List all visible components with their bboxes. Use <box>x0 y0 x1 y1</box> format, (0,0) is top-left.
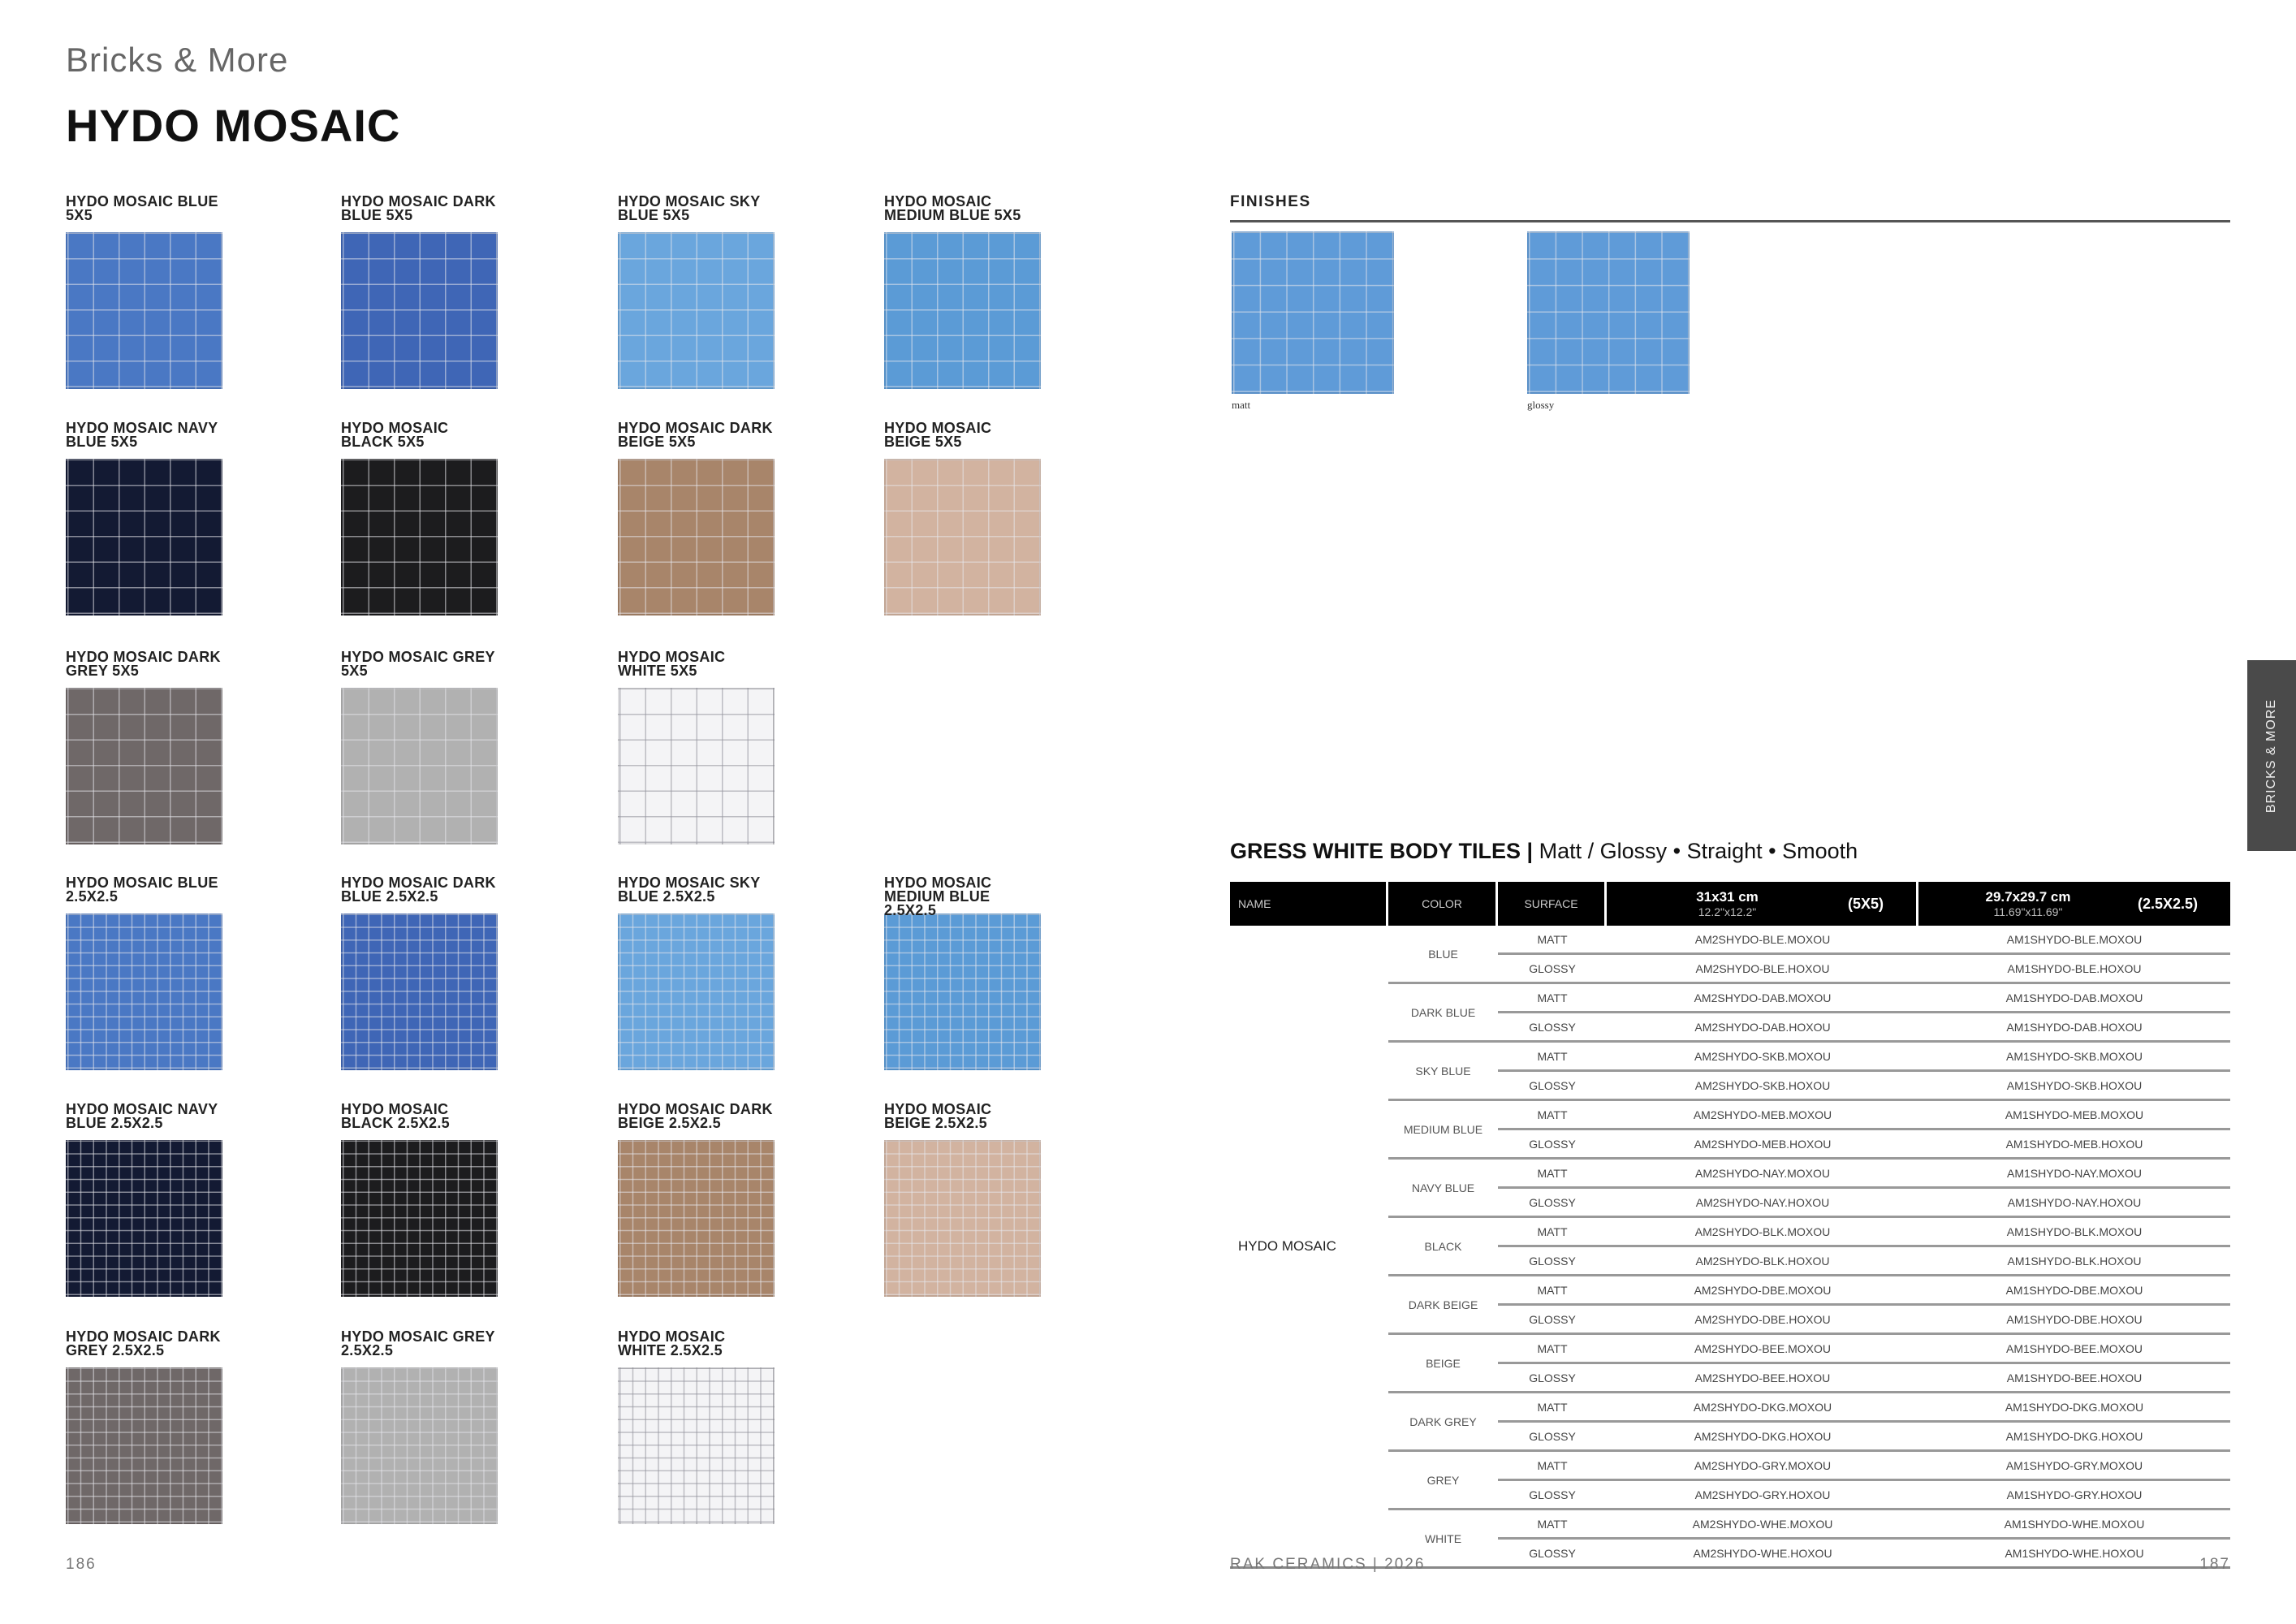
finish-matt <box>1232 231 1394 412</box>
tile-card <box>341 1103 498 1297</box>
code-2-5x2-5-cell: AM1SHYDO-BEE.MOXOU <box>2005 1341 2143 1355</box>
tile-swatch <box>618 1367 775 1524</box>
code-2-5x2-5-cell: AM1SHYDO-WHE.MOXOU <box>2004 1517 2145 1531</box>
section-kicker: Bricks & More <box>66 41 289 79</box>
tile-label: HYDO MOSAIC NAVY BLUE 5X5 <box>66 420 218 450</box>
table-color-group <box>1388 1160 2230 1218</box>
code-2-5x2-5-cell: AM1SHYDO-MEB.MOXOU <box>2005 1108 2144 1121</box>
code-2-5x2-5-cell: AM1SHYDO-DAB.HOXOU <box>2006 1020 2143 1034</box>
page-title: HYDO MOSAIC <box>66 100 401 151</box>
finish-swatch <box>1527 231 1690 394</box>
surface-cell: GLOSSY <box>1529 1020 1576 1034</box>
surface-cell: GLOSSY <box>1529 1312 1576 1326</box>
tile-label: HYDO MOSAIC BLUE 5X5 <box>66 193 218 223</box>
size-inch: 11.69"x11.69" <box>1993 905 2063 918</box>
tile-card <box>341 1330 498 1524</box>
header-size-5x5 <box>1607 882 1918 926</box>
code-5x5-cell: AM2SHYDO-DKG.HOXOU <box>1694 1429 1832 1443</box>
size-format: (2.5X2.5) <box>2137 895 2198 912</box>
tile-swatch <box>884 232 1041 389</box>
tile-card <box>341 650 498 844</box>
group-rows <box>1498 1218 2230 1274</box>
tile-swatch <box>341 914 498 1070</box>
tile-label: HYDO MOSAIC DARK GREY 2.5X2.5 <box>66 1328 221 1358</box>
group-rows <box>1498 1452 2230 1508</box>
tile-swatch <box>341 1140 498 1297</box>
tile-swatch <box>618 688 775 844</box>
color-cell: DARK GREY <box>1409 1415 1477 1428</box>
tile-swatch <box>341 232 498 389</box>
group-rows <box>1498 1335 2230 1391</box>
finishes-heading: FINISHES <box>1230 193 1311 210</box>
table-color-group <box>1388 1393 2230 1452</box>
code-5x5-cell: AM2SHYDO-DBE.MOXOU <box>1694 1283 1832 1297</box>
tile-label: HYDO MOSAIC DARK BEIGE 2.5X2.5 <box>618 1101 773 1131</box>
side-tab-label: BRICKS & MORE <box>2264 698 2278 813</box>
surface-cell: GLOSSY <box>1529 1137 1576 1151</box>
code-5x5-cell: AM2SHYDO-DAB.MOXOU <box>1694 991 1832 1004</box>
code-2-5x2-5-cell: AM1SHYDO-GRY.HOXOU <box>2006 1488 2143 1501</box>
code-5x5-cell: AM2SHYDO-NAY.HOXOU <box>1695 1195 1830 1209</box>
surface-cell: GLOSSY <box>1529 1371 1576 1384</box>
table-color-group <box>1388 984 2230 1043</box>
tile-swatch <box>66 232 222 389</box>
table-row <box>1498 1011 2230 1040</box>
surface-cell: GLOSSY <box>1529 1195 1576 1209</box>
table-body <box>1230 926 2230 1569</box>
group-rows <box>1498 1510 2230 1566</box>
group-rows <box>1498 926 2230 982</box>
size-cm: 29.7x29.7 cm <box>1985 889 2071 905</box>
group-rows <box>1498 1276 2230 1332</box>
color-cell: DARK BLUE <box>1410 1005 1476 1019</box>
surface-cell: MATT <box>1537 1458 1568 1472</box>
color-cell: WHITE <box>1424 1531 1462 1545</box>
tile-swatch <box>66 914 222 1070</box>
code-5x5-cell: AM2SHYDO-BEE.MOXOU <box>1694 1341 1832 1355</box>
code-2-5x2-5-cell: AM1SHYDO-WHE.HOXOU <box>2005 1546 2144 1560</box>
tile-swatch <box>884 914 1041 1070</box>
tile-card <box>884 421 1041 615</box>
code-2-5x2-5-cell: AM1SHYDO-NAY.HOXOU <box>2007 1195 2142 1209</box>
table-title <box>1230 839 1858 864</box>
tile-card <box>66 650 222 844</box>
surface-cell: MATT <box>1537 1341 1568 1355</box>
code-2-5x2-5-cell: AM1SHYDO-BLE.MOXOU <box>2006 932 2143 946</box>
table-row <box>1498 1186 2230 1216</box>
code-5x5-cell: AM2SHYDO-BLE.HOXOU <box>1695 961 1830 975</box>
tile-swatch <box>66 1367 222 1524</box>
table-color-group <box>1388 1510 2230 1566</box>
tile-swatch <box>618 1140 775 1297</box>
code-5x5-cell: AM2SHYDO-GRY.HOXOU <box>1694 1488 1831 1501</box>
table-row <box>1498 1043 2230 1069</box>
table-row <box>1498 1128 2230 1157</box>
table-title-rest: Matt / Glossy • Straight • Smooth <box>1533 839 1858 863</box>
page-number-left: 186 <box>66 1556 97 1573</box>
table-row <box>1498 1245 2230 1274</box>
code-5x5-cell: AM2SHYDO-SKB.HOXOU <box>1694 1078 1831 1092</box>
code-2-5x2-5-cell: AM1SHYDO-SKB.HOXOU <box>2006 1078 2143 1092</box>
table-row <box>1498 1276 2230 1303</box>
finish-caption: glossy <box>1527 399 1555 411</box>
group-rows <box>1498 1101 2230 1157</box>
header-surface: SURFACE <box>1498 882 1607 926</box>
code-5x5-cell: AM2SHYDO-WHE.HOXOU <box>1693 1546 1832 1560</box>
table-row <box>1498 1452 2230 1479</box>
code-5x5-cell: AM2SHYDO-NAY.MOXOU <box>1695 1166 1830 1180</box>
code-5x5-cell: AM2SHYDO-BEE.HOXOU <box>1694 1371 1831 1384</box>
table-row <box>1498 1303 2230 1332</box>
table-row <box>1498 1101 2230 1128</box>
table-row <box>1498 1069 2230 1099</box>
tile-label: HYDO MOSAIC DARK BLUE 2.5X2.5 <box>341 875 496 905</box>
code-2-5x2-5-cell: AM1SHYDO-DKG.MOXOU <box>2005 1400 2144 1414</box>
surface-cell: MATT <box>1537 932 1568 946</box>
color-cell: GREY <box>1426 1473 1460 1487</box>
code-2-5x2-5-cell: AM1SHYDO-GRY.MOXOU <box>2005 1458 2143 1472</box>
tile-swatch <box>66 688 222 844</box>
tile-swatch <box>66 459 222 615</box>
tile-label: HYDO MOSAIC SKY BLUE 2.5X2.5 <box>618 875 761 905</box>
table-color-group <box>1388 1335 2230 1393</box>
size-inch: 12.2"x12.2" <box>1698 905 1757 918</box>
tile-label: HYDO MOSAIC WHITE 2.5X2.5 <box>618 1328 726 1358</box>
code-2-5x2-5-cell: AM1SHYDO-SKB.MOXOU <box>2005 1049 2143 1063</box>
tile-card <box>66 195 222 389</box>
tile-card <box>884 195 1041 389</box>
finish-caption: matt <box>1232 399 1251 411</box>
tile-label: HYDO MOSAIC DARK BEIGE 5X5 <box>618 420 773 450</box>
tile-label: HYDO MOSAIC MEDIUM BLUE 2.5X2.5 <box>884 875 992 918</box>
code-5x5-cell: AM2SHYDO-DBE.HOXOU <box>1694 1312 1831 1326</box>
table-row <box>1498 952 2230 982</box>
surface-cell: GLOSSY <box>1529 1488 1576 1501</box>
tile-card <box>618 876 775 1070</box>
surface-cell: GLOSSY <box>1529 961 1576 975</box>
tile-label: HYDO MOSAIC WHITE 5X5 <box>618 649 726 679</box>
tile-card <box>66 1103 222 1297</box>
surface-cell: MATT <box>1537 1166 1568 1180</box>
tile-label: HYDO MOSAIC BEIGE 5X5 <box>884 420 992 450</box>
size-format: (5X5) <box>1847 895 1884 912</box>
table-row <box>1498 1218 2230 1245</box>
tile-card <box>884 876 1041 1070</box>
code-2-5x2-5-cell: AM1SHYDO-BEE.HOXOU <box>2006 1371 2143 1384</box>
tile-card <box>618 1330 775 1524</box>
tile-card <box>341 195 498 389</box>
table-color-group <box>1388 1218 2230 1276</box>
tile-swatch <box>618 232 775 389</box>
tile-label: HYDO MOSAIC MEDIUM BLUE 5X5 <box>884 193 1021 223</box>
surface-cell: GLOSSY <box>1529 1546 1576 1560</box>
code-5x5-cell: AM2SHYDO-MEB.MOXOU <box>1693 1108 1832 1121</box>
tile-label: HYDO MOSAIC BLUE 2.5X2.5 <box>66 875 218 905</box>
code-2-5x2-5-cell: AM1SHYDO-MEB.HOXOU <box>2005 1137 2143 1151</box>
group-rows <box>1498 1043 2230 1099</box>
group-rows <box>1498 1160 2230 1216</box>
code-5x5-cell: AM2SHYDO-MEB.HOXOU <box>1694 1137 1832 1151</box>
code-2-5x2-5-cell: AM1SHYDO-DBE.HOXOU <box>2006 1312 2143 1326</box>
tile-swatch <box>341 459 498 615</box>
tile-card <box>618 650 775 844</box>
table-row <box>1498 1510 2230 1537</box>
color-cell: DARK BEIGE <box>1408 1298 1478 1311</box>
table-row <box>1498 926 2230 952</box>
surface-cell: MATT <box>1537 1400 1568 1414</box>
table-row <box>1498 1160 2230 1186</box>
table-color-group <box>1388 1101 2230 1160</box>
tile-card <box>66 421 222 615</box>
product-code-table <box>1230 882 2230 1569</box>
tile-swatch <box>884 1140 1041 1297</box>
tile-card <box>884 1103 1041 1297</box>
table-row <box>1498 1393 2230 1420</box>
surface-cell: MATT <box>1537 1108 1568 1121</box>
tile-label: HYDO MOSAIC BLACK 2.5X2.5 <box>341 1101 450 1131</box>
surface-cell: MATT <box>1537 1283 1568 1297</box>
tile-label: HYDO MOSAIC NAVY BLUE 2.5X2.5 <box>66 1101 218 1131</box>
color-cell: NAVY BLUE <box>1411 1181 1475 1194</box>
code-2-5x2-5-cell: AM1SHYDO-BLK.MOXOU <box>2006 1224 2143 1238</box>
tile-label: HYDO MOSAIC DARK GREY 5X5 <box>66 649 221 679</box>
header-size-2-5x2-5 <box>1918 882 2230 926</box>
tile-card <box>66 876 222 1070</box>
code-2-5x2-5-cell: AM1SHYDO-NAY.MOXOU <box>2007 1166 2142 1180</box>
tile-card <box>618 421 775 615</box>
surface-cell: MATT <box>1537 991 1568 1004</box>
surface-cell: GLOSSY <box>1529 1078 1576 1092</box>
tile-swatch <box>618 914 775 1070</box>
code-2-5x2-5-cell: AM1SHYDO-BLE.HOXOU <box>2007 961 2142 975</box>
finishes-divider <box>1230 220 2230 222</box>
tile-card <box>618 1103 775 1297</box>
tile-label: HYDO MOSAIC DARK BLUE 5X5 <box>341 193 496 223</box>
table-row <box>1498 1420 2230 1449</box>
code-2-5x2-5-cell: AM1SHYDO-DKG.HOXOU <box>2005 1429 2143 1443</box>
code-5x5-cell: AM2SHYDO-BLK.HOXOU <box>1695 1254 1830 1268</box>
color-cell: MEDIUM BLUE <box>1403 1122 1483 1136</box>
surface-cell: GLOSSY <box>1529 1254 1576 1268</box>
code-5x5-cell: AM2SHYDO-GRY.MOXOU <box>1694 1458 1832 1472</box>
surface-cell: GLOSSY <box>1529 1429 1576 1443</box>
tile-swatch <box>341 688 498 844</box>
tile-label: HYDO MOSAIC SKY BLUE 5X5 <box>618 193 761 223</box>
surface-cell: MATT <box>1537 1049 1568 1063</box>
surface-cell: MATT <box>1537 1224 1568 1238</box>
tile-label: HYDO MOSAIC BLACK 5X5 <box>341 420 449 450</box>
finish-glossy <box>1527 231 1690 412</box>
table-title-bold: GRESS WHITE BODY TILES | <box>1230 839 1534 863</box>
size-cm: 31x31 cm <box>1696 889 1759 905</box>
tile-label: HYDO MOSAIC BEIGE 2.5X2.5 <box>884 1101 992 1131</box>
finish-swatch <box>1232 231 1394 394</box>
tile-label: HYDO MOSAIC GREY 5X5 <box>341 649 495 679</box>
table-row <box>1498 1362 2230 1391</box>
product-name-cell: HYDO MOSAIC <box>1238 1237 1336 1254</box>
tile-swatch <box>66 1140 222 1297</box>
tile-swatch <box>341 1367 498 1524</box>
tile-swatch <box>618 459 775 615</box>
tile-swatch <box>884 459 1041 615</box>
table-color-group <box>1388 1452 2230 1510</box>
tile-card <box>618 195 775 389</box>
table-row <box>1498 1537 2230 1566</box>
tile-card <box>341 876 498 1070</box>
table-color-group <box>1388 1276 2230 1335</box>
header-color: COLOR <box>1388 882 1498 926</box>
tile-label: HYDO MOSAIC GREY 2.5X2.5 <box>341 1328 495 1358</box>
code-2-5x2-5-cell: AM1SHYDO-DBE.MOXOU <box>2005 1283 2143 1297</box>
table-header <box>1230 882 2230 926</box>
footer-brand: RAK CERAMICS | 2026 <box>1230 1556 1426 1573</box>
code-5x5-cell: AM2SHYDO-WHE.MOXOU <box>1692 1517 1833 1531</box>
header-name: NAME <box>1230 882 1388 926</box>
surface-cell: MATT <box>1537 1517 1568 1531</box>
section-side-tab[interactable] <box>2247 660 2296 851</box>
code-5x5-cell: AM2SHYDO-BLE.MOXOU <box>1694 932 1831 946</box>
table-row <box>1498 984 2230 1011</box>
table-row <box>1498 1335 2230 1362</box>
code-5x5-cell: AM2SHYDO-DAB.HOXOU <box>1694 1020 1831 1034</box>
color-cell: BEIGE <box>1426 1356 1461 1370</box>
code-5x5-cell: AM2SHYDO-DKG.MOXOU <box>1693 1400 1832 1414</box>
table-color-group <box>1388 926 2230 984</box>
color-cell: BLACK <box>1424 1239 1462 1253</box>
code-2-5x2-5-cell: AM1SHYDO-BLK.HOXOU <box>2007 1254 2142 1268</box>
table-row <box>1498 1479 2230 1508</box>
tile-card <box>66 1330 222 1524</box>
code-5x5-cell: AM2SHYDO-BLK.MOXOU <box>1694 1224 1831 1238</box>
tile-card <box>341 421 498 615</box>
group-rows <box>1498 1393 2230 1449</box>
table-color-group <box>1388 1043 2230 1101</box>
color-cell: BLUE <box>1428 947 1458 961</box>
page-number-right: 187 <box>2199 1556 2230 1573</box>
color-cell: SKY BLUE <box>1415 1064 1471 1078</box>
code-5x5-cell: AM2SHYDO-SKB.MOXOU <box>1694 1049 1832 1063</box>
group-rows <box>1498 984 2230 1040</box>
code-2-5x2-5-cell: AM1SHYDO-DAB.MOXOU <box>2005 991 2143 1004</box>
